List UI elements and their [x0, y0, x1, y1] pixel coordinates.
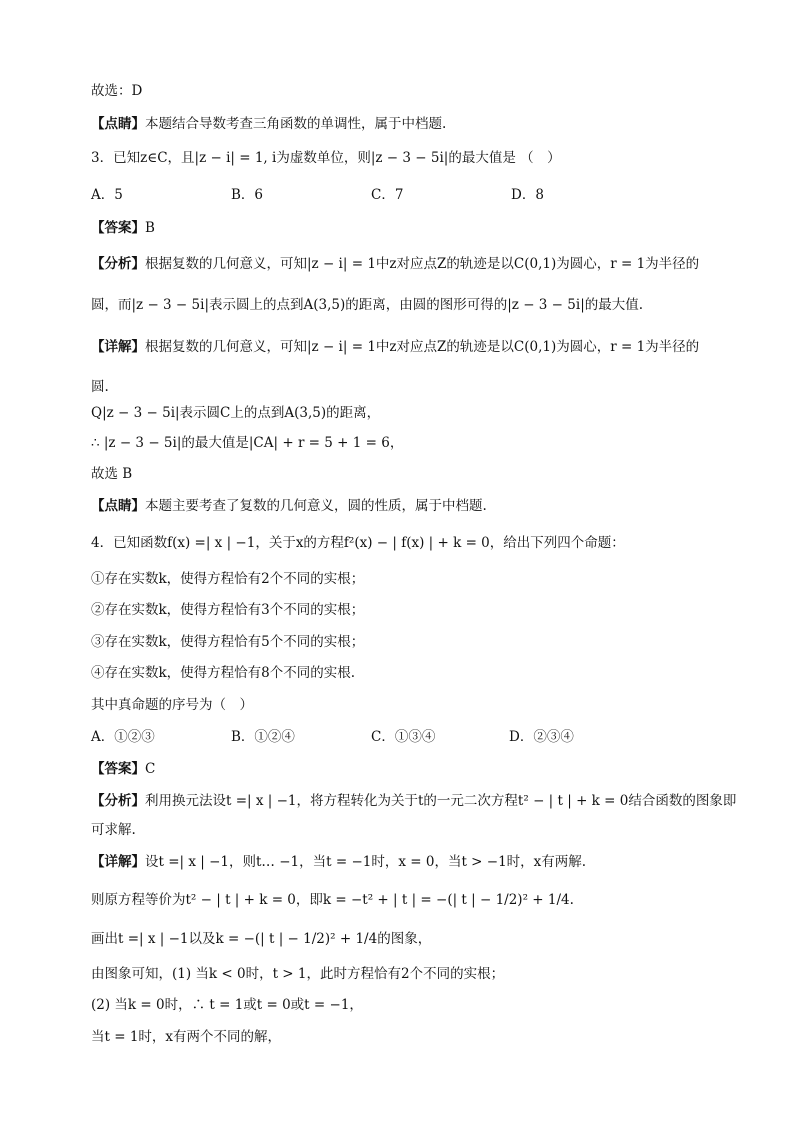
text-line: 【答案】C [91, 761, 156, 777]
text-line: 【分析】根据复数的几何意义，可知|z − i| = 1中z对应点Z的轨迹是以C(0,1)为圆心，r = 1为半径的 [91, 256, 700, 272]
text-line: 【详解】根据复数的几何意义，可知|z − i| = 1中z对应点Z的轨迹是以C(0,1)为圆心，r = 1为半径的 [91, 339, 700, 355]
section-tag: 【答案】 [91, 220, 145, 236]
section-tag: 【详解】 [91, 339, 145, 355]
text-line: 【点睛】本题结合导数考查三角函数的单调性，属于中档题. [91, 116, 447, 132]
text-line: 可求解. [91, 822, 136, 838]
text-line: 则原方程等价为t² − | t | + k = 0，即k = −t² + | t | = −(| t | − 1/2)² + 1/4. [91, 892, 574, 908]
text-line: 其中真命题的序号为（ ） [91, 697, 253, 713]
text-line: 圆. [91, 379, 109, 395]
option-b: B．①②④ [231, 729, 295, 745]
option-c: C．①③④ [371, 729, 436, 745]
section-tag: 【分析】 [91, 256, 145, 272]
text-line: 故选 B [91, 466, 133, 482]
text-line: 【点睛】本题主要考查了复数的几何意义，圆的性质，属于中档题. [91, 498, 487, 514]
question-4-stem: 4．已知函数f(x) =| x | −1，关于x的方程f²(x) − | f(x) | + k = 0，给出下列四个命题： [91, 535, 625, 551]
text-line: 由图象可知，(1) 当k < 0时，t > 1，此时方程恰有2个不同的实根； [91, 966, 505, 982]
option-d: D．8 [511, 187, 544, 203]
option-a: A．5 [91, 187, 123, 203]
proposition-2: ②存在实数k，使得方程恰有3个不同的实根； [91, 602, 365, 618]
option-c: C．7 [371, 187, 404, 203]
text-line: ∴ |z − 3 − 5i|的最大值是|CA| + r = 5 + 1 = 6， [91, 435, 404, 451]
proposition-1: ①存在实数k，使得方程恰有2个不同的实根； [91, 571, 365, 587]
question-3-stem: 3．已知z∈C，且|z − i| = 1, i为虚数单位，则|z − 3 − 5i|的最大值是 （ ） [91, 150, 561, 166]
text-line: 【详解】设t =| x | −1，则t… −1，当t = −1时，x = 0，当t > −1时，x有两解. [91, 854, 587, 870]
proposition-3: ③存在实数k，使得方程恰有5个不同的实根； [91, 634, 365, 650]
text-line: Q|z − 3 − 5i|表示圆C上的点到A(3,5)的距离， [91, 405, 381, 421]
proposition-4: ④存在实数k，使得方程恰有8个不同的实根. [91, 665, 356, 681]
section-tag: 【分析】 [91, 793, 145, 809]
text-line: (2) 当k = 0时，∴ t = 1或t = 0或t = −1， [91, 997, 363, 1013]
section-tag: 【答案】 [91, 761, 145, 777]
option-d: D．②③④ [509, 729, 574, 745]
text-line: 画出t =| x | −1以及k = −(| t | − 1/2)² + 1/4的图象， [91, 931, 432, 947]
section-tag: 【详解】 [91, 854, 145, 870]
option-a: A．①②③ [91, 729, 155, 745]
text-line: 故选：D [91, 83, 143, 99]
text-line: 当t = 1时，x有两个不同的解， [91, 1029, 282, 1045]
section-tag: 【点睛】 [91, 498, 145, 514]
text-line: 【分析】利用换元法设t =| x | −1，将方程转化为关于t的一元二次方程t² − | t | + k = 0结合函数的图象即 [91, 793, 737, 809]
section-tag: 【点睛】 [91, 116, 145, 132]
text-line: 圆，而|z − 3 − 5i|表示圆上的点到A(3,5)的距离，由圆的图形可得的|z − 3 − 5i|的最大值. [91, 297, 644, 313]
text-line: 【答案】B [91, 220, 155, 236]
option-b: B．6 [231, 187, 264, 203]
